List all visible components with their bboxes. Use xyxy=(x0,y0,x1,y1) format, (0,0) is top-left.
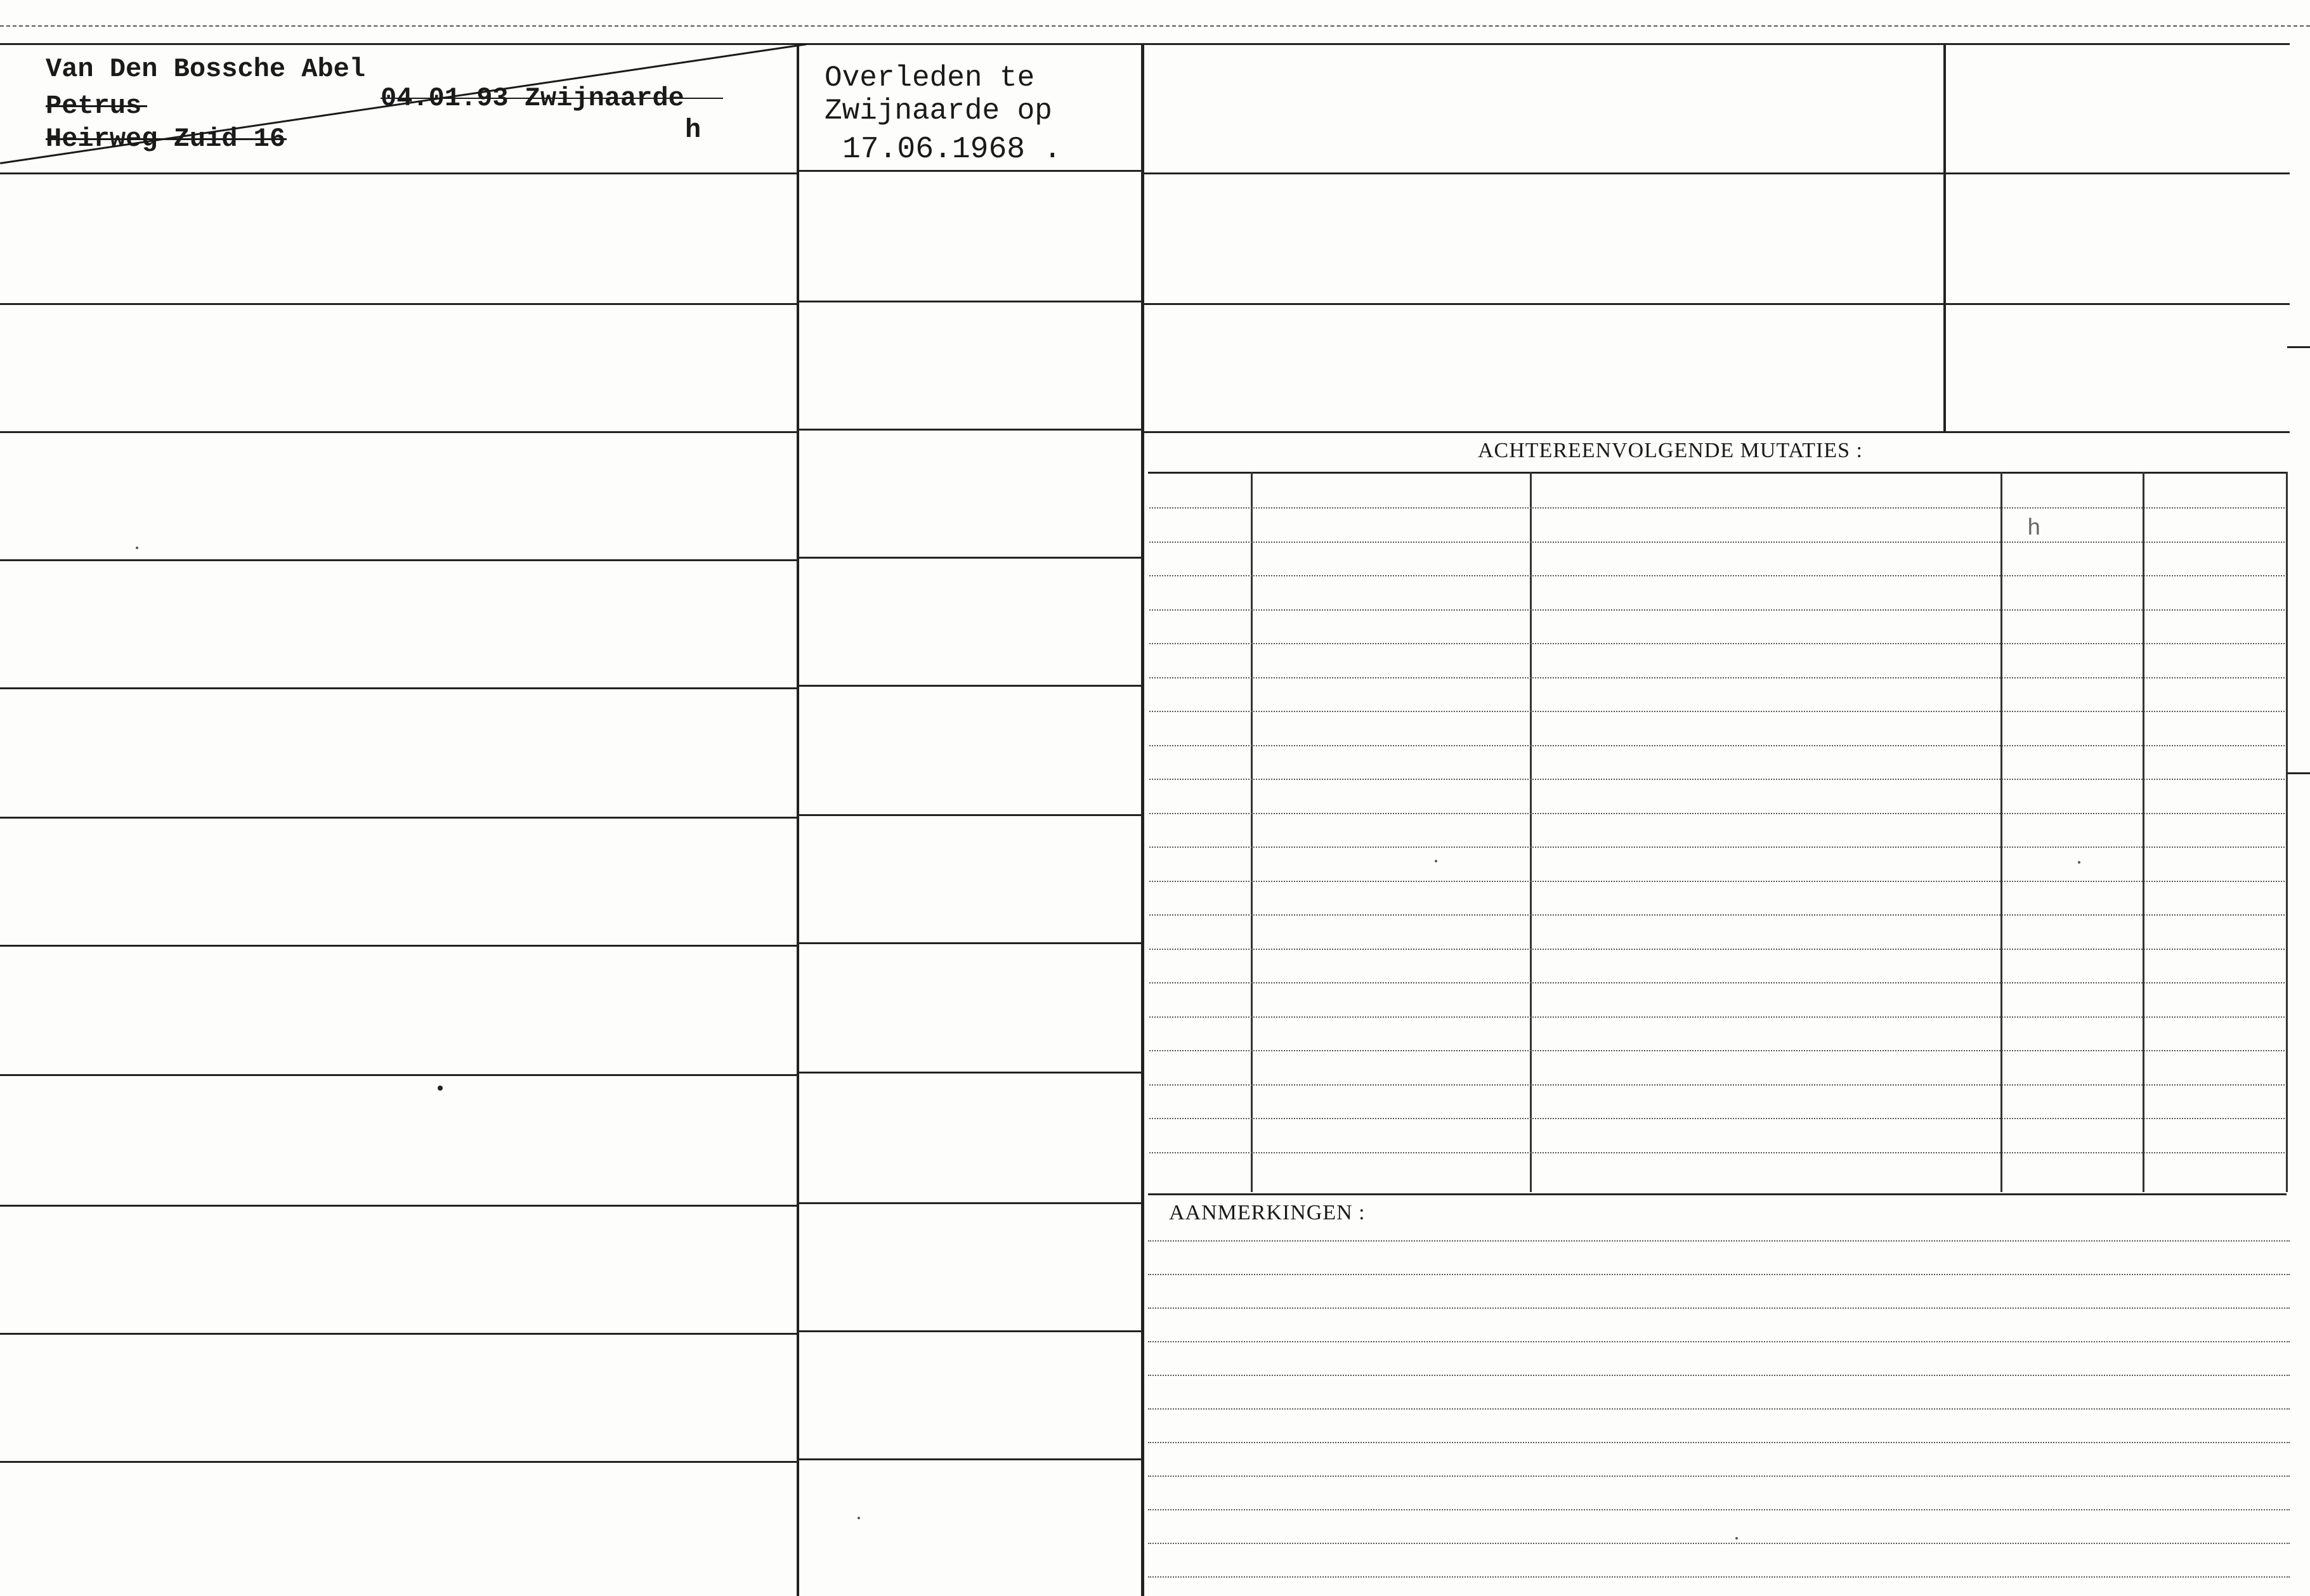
mutation-dotted-line xyxy=(1149,847,2285,848)
middle-row-rule xyxy=(799,685,1141,687)
middle-row-rule xyxy=(799,814,1141,816)
mutation-mark: h xyxy=(2027,516,2041,542)
scan-speck xyxy=(438,1086,443,1091)
strike-birth xyxy=(381,98,723,99)
left-row-rule xyxy=(0,1461,797,1463)
mutation-dotted-line xyxy=(1149,1152,2285,1153)
record-sex-mark: h xyxy=(685,115,701,145)
mutation-dotted-line xyxy=(1149,507,2285,509)
mutation-dotted-line xyxy=(1149,575,2285,576)
remark-dotted-line xyxy=(1148,1509,2290,1510)
scan-speck xyxy=(1435,860,1437,862)
remark-dotted-line xyxy=(1148,1375,2290,1376)
middle-row-rule xyxy=(799,942,1141,944)
top-edge-rule xyxy=(0,25,2310,27)
death-line2: Zwijnaarde op xyxy=(825,94,1052,127)
mutation-dotted-line xyxy=(1149,1016,2285,1018)
remark-dotted-line xyxy=(1148,1408,2290,1410)
mutations-top-rule xyxy=(1148,472,2287,474)
remark-dotted-line xyxy=(1148,1543,2290,1544)
middle-row-rule xyxy=(799,170,1141,172)
middle-row-rule xyxy=(799,1330,1141,1332)
mutation-dotted-line xyxy=(1149,881,2285,882)
right-row-rule-1 xyxy=(1144,172,2290,174)
scan-speck xyxy=(1735,1537,1738,1540)
left-row-rule xyxy=(0,559,797,561)
column-divider-2 xyxy=(1141,43,1144,1596)
record-name-line1: Van Den Bossche Abel xyxy=(46,54,366,84)
margin-tick-2 xyxy=(2287,772,2310,774)
mutation-dotted-line xyxy=(1149,813,2285,814)
left-row-rule xyxy=(0,687,797,689)
mutation-dotted-line xyxy=(1149,745,2285,746)
death-line1: Overleden te xyxy=(825,62,1035,94)
mutation-dotted-line xyxy=(1149,1084,2285,1086)
left-row-rule xyxy=(0,431,797,433)
margin-tick-1 xyxy=(2287,346,2310,348)
mutation-dotted-line xyxy=(1149,711,2285,712)
mutation-dotted-line xyxy=(1149,542,2285,543)
middle-row-rule xyxy=(799,1458,1141,1460)
mutation-dotted-line xyxy=(1149,677,2285,678)
remark-dotted-line xyxy=(1148,1307,2290,1309)
right-row-rule-3 xyxy=(1144,431,2290,433)
record-name-line2: Petrus xyxy=(46,91,142,121)
middle-row-rule xyxy=(799,1202,1141,1204)
strike-name-line2 xyxy=(46,105,147,107)
right-row-rule-2 xyxy=(1144,303,2290,305)
left-row-rule xyxy=(0,1074,797,1076)
remark-dotted-line xyxy=(1148,1274,2290,1275)
mutations-col-5 xyxy=(2286,472,2288,1192)
death-date: 17.06.1968 . xyxy=(842,133,1062,167)
mutation-dotted-line xyxy=(1149,779,2285,780)
left-row-rule xyxy=(0,817,797,819)
middle-row-rule xyxy=(799,429,1141,431)
middle-row-rule xyxy=(799,557,1141,559)
remark-dotted-line xyxy=(1148,1476,2290,1477)
remark-dotted-line xyxy=(1148,1442,2290,1443)
top-rule xyxy=(0,43,2290,45)
mutation-dotted-line xyxy=(1149,982,2285,983)
remark-dotted-line xyxy=(1148,1341,2290,1342)
remark-dotted-line xyxy=(1148,1240,2290,1242)
remark-dotted-line xyxy=(1148,1576,2290,1578)
scan-speck xyxy=(136,547,138,549)
mutation-dotted-line xyxy=(1149,643,2285,644)
mutation-dotted-line xyxy=(1149,949,2285,950)
mutation-dotted-line xyxy=(1149,914,2285,916)
remarks-heading: AANMERKINGEN : xyxy=(1169,1201,1366,1224)
scan-speck xyxy=(858,1517,860,1519)
left-row-rule xyxy=(0,1333,797,1335)
middle-row-rule xyxy=(799,1072,1141,1074)
strike-address xyxy=(46,138,287,140)
scan-speck xyxy=(2078,861,2080,864)
mutations-bottom-rule xyxy=(1148,1193,2287,1195)
left-row-rule xyxy=(0,172,797,174)
middle-row-rule xyxy=(799,301,1141,302)
record-birth: 04.01.93 Zwijnaarde xyxy=(381,83,684,114)
column-divider-3 xyxy=(1943,43,1946,431)
left-row-rule xyxy=(0,945,797,947)
mutation-dotted-line xyxy=(1149,1050,2285,1051)
left-row-rule xyxy=(0,303,797,305)
column-divider-1 xyxy=(797,43,799,1596)
mutations-heading: ACHTEREENVOLGENDE MUTATIES : xyxy=(1478,439,1863,462)
mutation-dotted-line xyxy=(1149,609,2285,611)
record-address: Heirweg Zuid 16 xyxy=(46,124,286,154)
mutation-dotted-line xyxy=(1149,1118,2285,1119)
left-row-rule xyxy=(0,1205,797,1207)
